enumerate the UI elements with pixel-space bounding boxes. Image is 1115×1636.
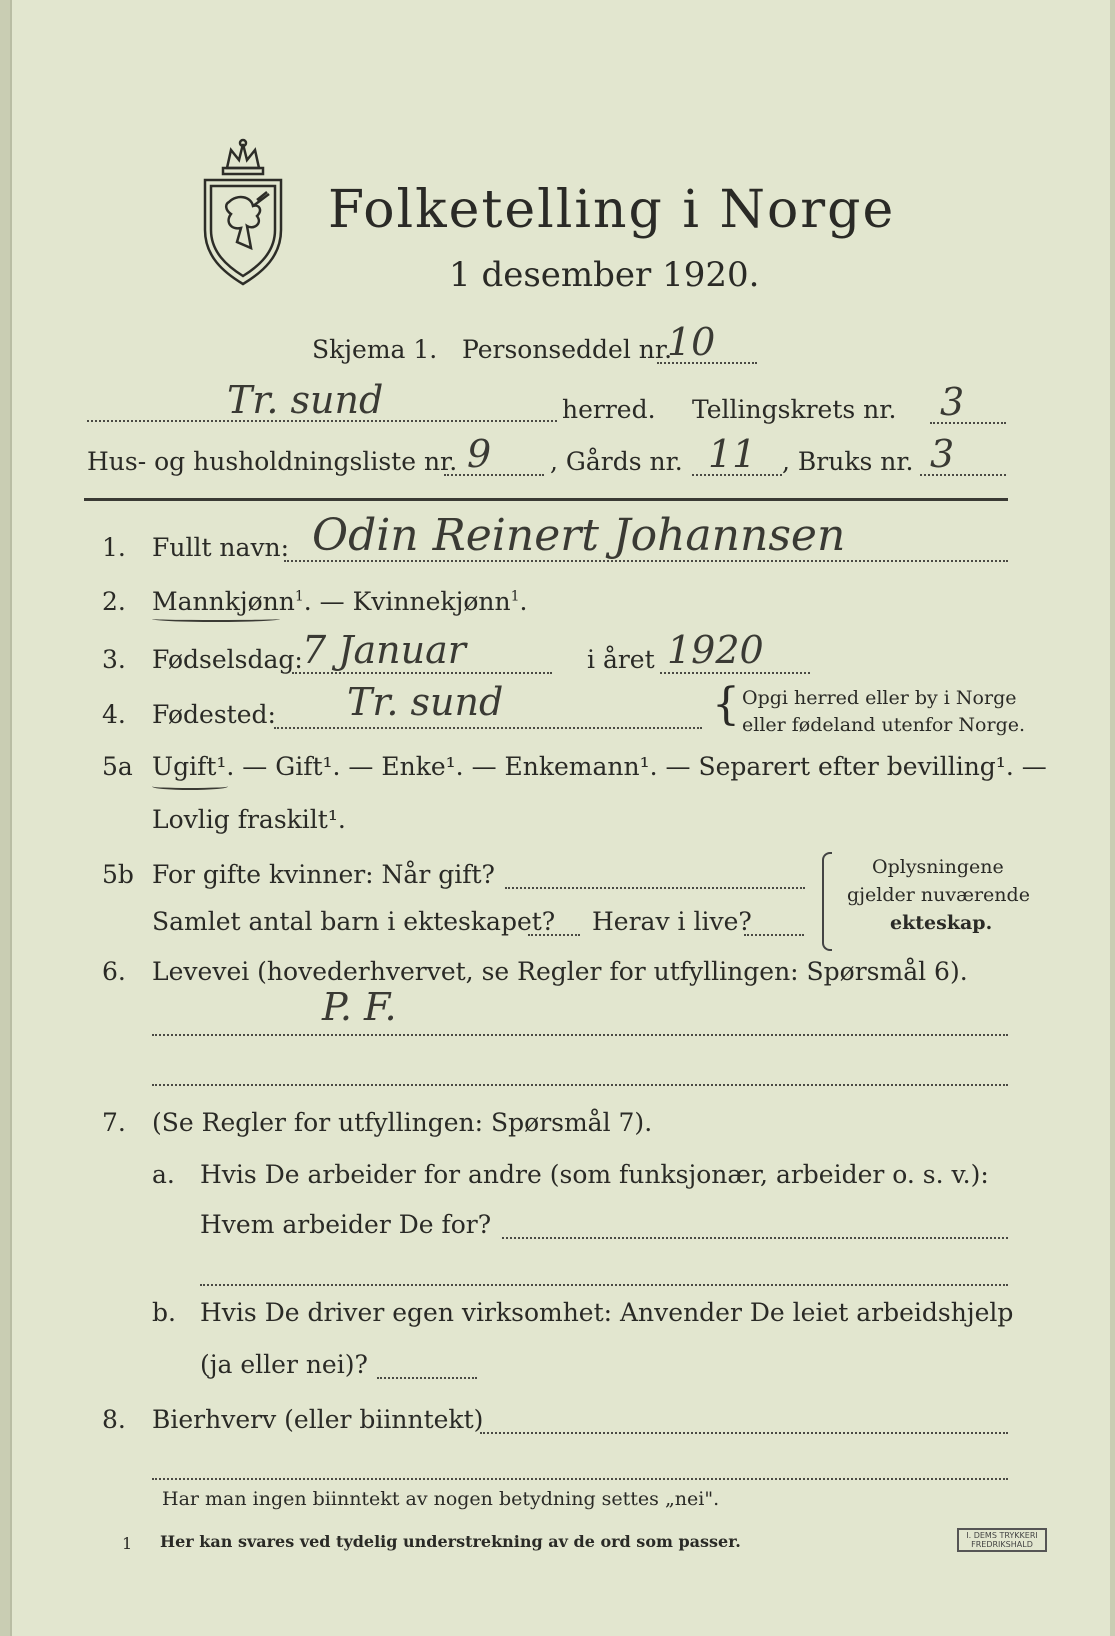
q7a-label: Hvis De arbeider for andre (som funksjonær, arbeider o. s. v.): xyxy=(200,1160,989,1189)
q2-number: 2. xyxy=(102,587,126,616)
q4-note-brace: { xyxy=(712,679,740,730)
gards-value[interactable]: 11 xyxy=(708,432,757,476)
herred-label: herred. xyxy=(562,395,656,424)
q7a-number: a. xyxy=(152,1160,175,1189)
q8-label: Bierhverv (eller biinntekt) xyxy=(152,1405,484,1434)
biinntekt-note: Har man ingen biinntekt av nogen betydning settes „nei". xyxy=(162,1488,720,1510)
q5b-children-field-line xyxy=(528,934,580,936)
q3-field-line xyxy=(292,672,552,674)
header-divider xyxy=(84,498,1008,501)
q5b-nar-gift-field-line xyxy=(505,887,805,889)
q5b-note-bracket xyxy=(822,852,832,951)
q5a-marital-options-cont[interactable]: Lovlig fraskilt¹. xyxy=(152,805,346,834)
q7b-label: Hvis De driver egen virksomhet: Anvender De leiet arbeidshjelp xyxy=(200,1298,1014,1327)
tellingskrets-label: Tellingskrets nr. xyxy=(692,395,897,424)
gards-label: , Gårds nr. xyxy=(550,447,683,476)
page-title: Folketelling i Norge xyxy=(328,180,896,240)
q7b-field-line xyxy=(377,1377,477,1379)
q7a-field-line-1 xyxy=(502,1237,1008,1239)
q6-label: Levevei (hovederhvervet, se Regler for utfyllingen: Spørsmål 6). xyxy=(152,957,968,986)
q4-birthplace-value[interactable]: Tr. sund xyxy=(347,680,504,724)
q4-number: 4. xyxy=(102,700,126,729)
q6-occupation-value[interactable]: P. F. xyxy=(322,985,397,1029)
q5a-marital-options[interactable]: Ugift¹. — Gift¹. — Enke¹. — Enkemann¹. — Separert efter bevilling¹. — xyxy=(152,752,1047,781)
q5b-label-alive: Herav i live? xyxy=(592,907,752,936)
q7-number: 7. xyxy=(102,1108,126,1137)
q2-mannkjonn-option[interactable]: Mannkjønn xyxy=(152,587,295,616)
q5a-ugift-underline xyxy=(152,783,228,790)
q5b-alive-field-line xyxy=(744,934,804,936)
q7b-number: b. xyxy=(152,1298,176,1327)
q6-number: 6. xyxy=(102,957,126,986)
skjema-label: Skjema 1. xyxy=(312,335,438,364)
q2-footnote-mark-a: 1 xyxy=(294,588,304,605)
q4-note-line-2: eller fødeland utenfor Norge. xyxy=(742,714,1026,736)
personseddel-value[interactable]: 10 xyxy=(667,320,716,364)
q4-field-line xyxy=(274,727,702,729)
q8-field-line-1 xyxy=(480,1432,1008,1434)
q1-full-name-value[interactable]: Odin Reinert Johannsen xyxy=(312,510,846,561)
census-form-sheet xyxy=(10,0,1110,1636)
q7a-label-employer: Hvem arbeider De for? xyxy=(200,1210,492,1239)
q4-label: Fødested: xyxy=(152,700,276,729)
q2-gender-options xyxy=(152,587,527,616)
q7-label: (Se Regler for utfyllingen: Spørsmål 7). xyxy=(152,1108,653,1137)
q1-number: 1. xyxy=(102,533,126,562)
bruks-value[interactable]: 3 xyxy=(930,432,955,476)
q3-year-field-line xyxy=(660,672,810,674)
q2-kvinnekjonn-option[interactable]: . — Kvinnekjønn xyxy=(303,587,511,616)
q1-label: Fullt navn: xyxy=(152,533,290,562)
q4-note-line-1: Opgi herred eller by i Norge xyxy=(742,687,1017,709)
q5b-note-line-1: Oplysningene xyxy=(872,856,1004,878)
hus-label: Hus- og husholdningsliste nr. xyxy=(87,447,458,476)
q5b-note-line-2: gjelder nuværende xyxy=(847,884,1030,906)
q8-number: 8. xyxy=(102,1405,126,1434)
q7b-label-yes-no: (ja eller nei)? xyxy=(200,1350,368,1379)
bruks-label: , Bruks nr. xyxy=(782,447,914,476)
q8-field-line-2 xyxy=(152,1478,1008,1480)
census-date: 1 desember 1920. xyxy=(449,255,760,295)
hus-field-line xyxy=(444,474,544,476)
herred-value[interactable]: Tr. sund xyxy=(227,378,384,422)
q7a-field-line-2 xyxy=(200,1284,1008,1286)
q5a-number: 5a xyxy=(102,752,133,781)
q2-footnote-mark-b: 1 xyxy=(510,588,520,605)
personseddel-label: Personseddel nr. xyxy=(462,335,673,364)
printer-stamp xyxy=(957,1528,1047,1552)
norway-coat-of-arms-icon xyxy=(197,138,289,288)
q5b-label-children: Samlet antal barn i ekteskapet? xyxy=(152,907,556,936)
tellingskrets-value[interactable]: 3 xyxy=(940,380,965,424)
footnote-text: Her kan svares ved tydelig understrekning av de ord som passer. xyxy=(160,1532,741,1551)
q2-end: . xyxy=(519,587,528,616)
q3-number: 3. xyxy=(102,645,126,674)
q5b-label: For gifte kvinner: Når gift? xyxy=(152,860,495,889)
q3-label: Fødselsdag: xyxy=(152,645,303,674)
printer-stamp-line-1: I. DEMS TRYKKERI xyxy=(966,1531,1038,1540)
printer-stamp-line-2: FREDRIKSHALD xyxy=(971,1540,1033,1549)
q5b-note-line-3: ekteskap. xyxy=(890,912,993,934)
q3-year-value[interactable]: 1920 xyxy=(667,628,764,672)
footnote-mark: 1 xyxy=(122,1534,133,1553)
q6-field-line-2 xyxy=(152,1084,1008,1086)
q3-year-label: i året xyxy=(587,645,655,674)
q6-field-line-1 xyxy=(152,1034,1008,1036)
q5b-number: 5b xyxy=(102,860,134,889)
q3-birthdate-value[interactable]: 7 Januar xyxy=(302,628,466,672)
q2-mannkjonn-underline xyxy=(152,616,280,622)
hus-value[interactable]: 9 xyxy=(467,432,492,476)
